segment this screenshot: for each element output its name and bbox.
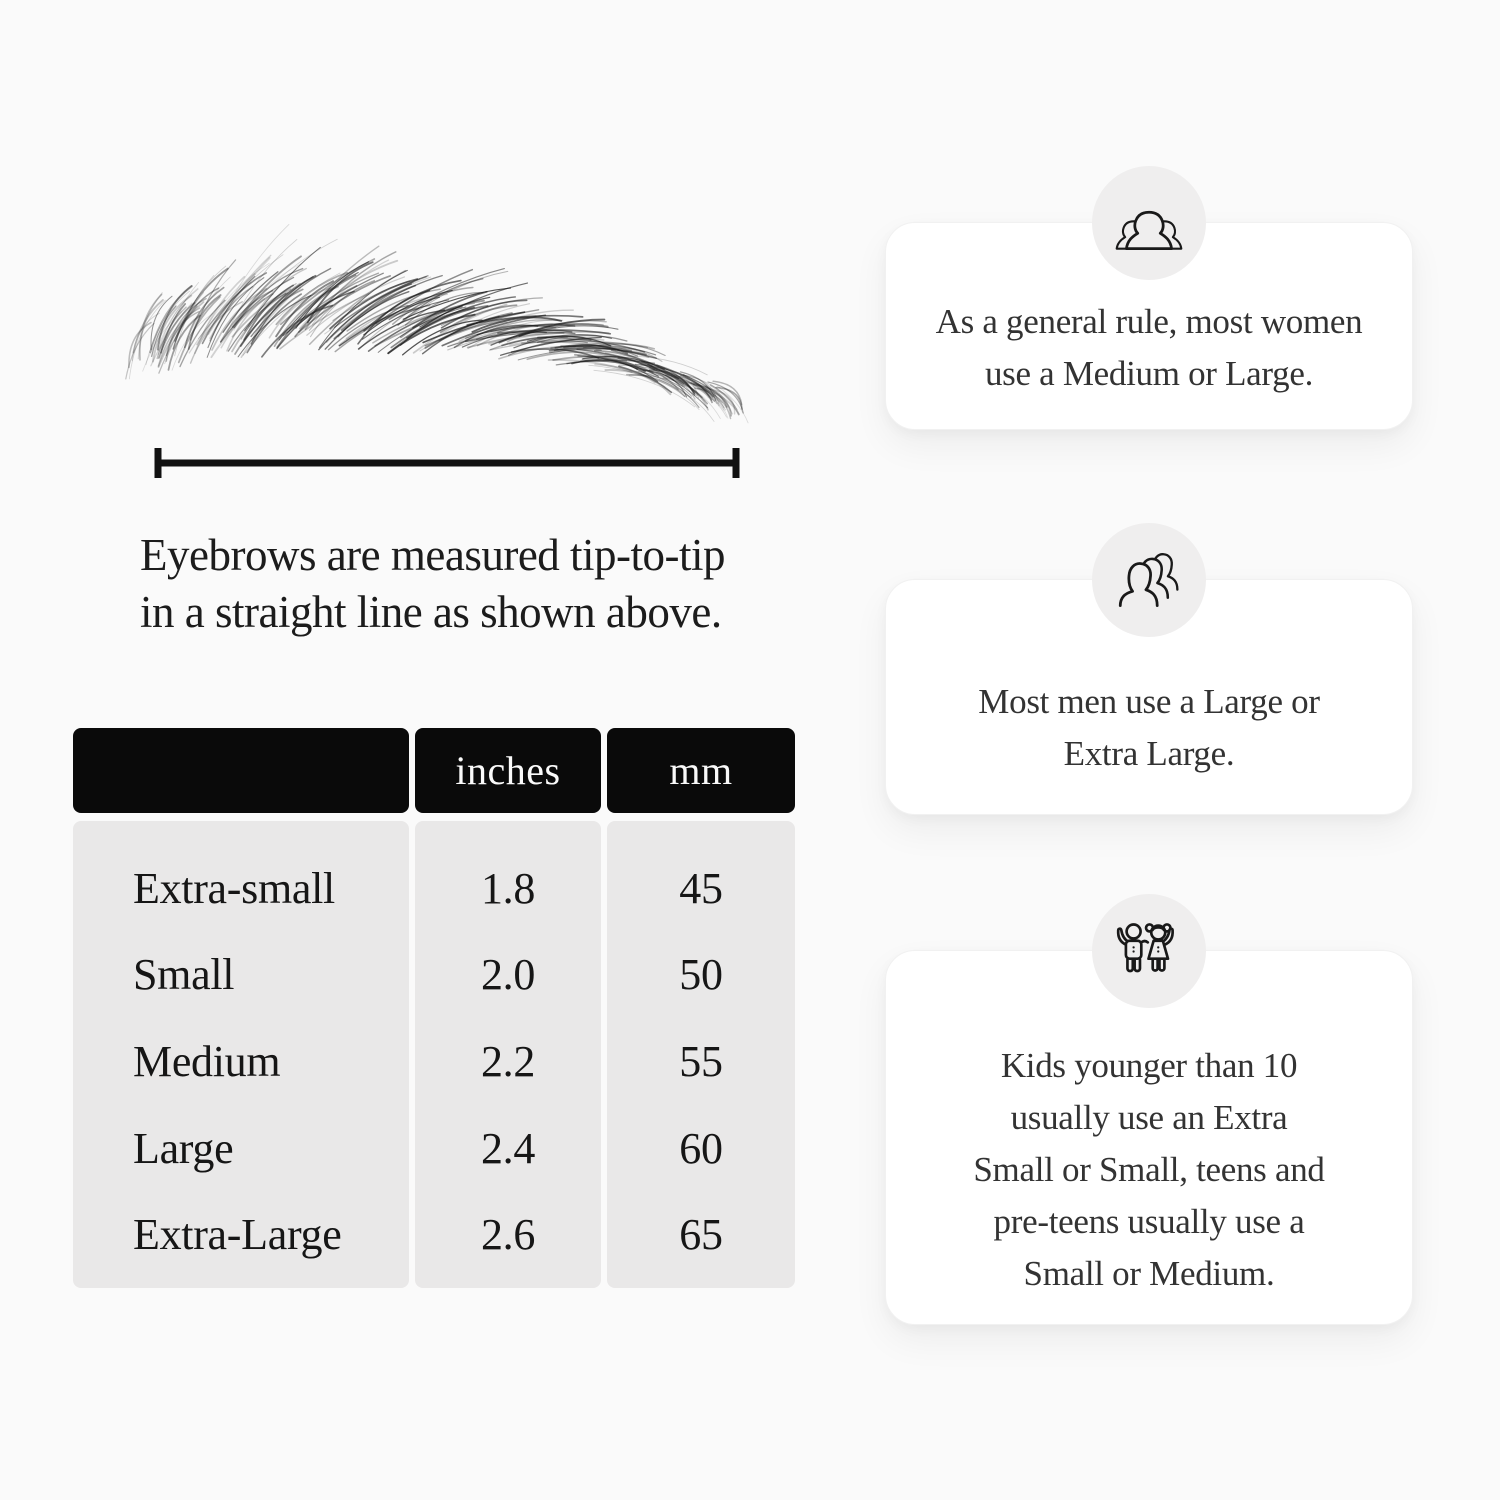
card-text-line: Small or Medium.	[1023, 1254, 1275, 1293]
size-value-mm: 50	[679, 950, 723, 1000]
women-group-icon	[1110, 193, 1188, 253]
size-row-label: Extra-Large	[133, 1210, 342, 1260]
card-text-line: Small or Small, teens and	[973, 1150, 1325, 1189]
caption-line-1: Eyebrows are measured tip-to-tip	[140, 530, 726, 580]
measurement-line	[151, 446, 743, 480]
card-text-line: pre-teens usually use a	[993, 1202, 1305, 1241]
size-value-mm: 55	[679, 1036, 723, 1086]
size-value-mm: 65	[679, 1210, 723, 1260]
icon-circle	[1092, 523, 1206, 637]
card-text-line: Most men use a Large or	[978, 682, 1320, 721]
size-row-label: Small	[133, 950, 235, 1000]
info-card-kids	[885, 950, 1413, 1325]
card-text-line: As a general rule, most women	[935, 302, 1363, 341]
info-card-men	[885, 579, 1413, 815]
size-value-inches: 2.4	[480, 1123, 536, 1173]
table-header-mm: mm	[607, 728, 795, 813]
table-column-mm	[607, 821, 795, 1288]
caption-line-2: in a straight line as shown above.	[140, 587, 722, 637]
measurement-caption	[140, 527, 780, 641]
icon-circle	[1092, 894, 1206, 1008]
children-icon	[1110, 919, 1188, 983]
card-text-line: use a Medium or Large.	[984, 354, 1314, 393]
size-row-label: Extra-small	[133, 863, 335, 913]
men-group-icon	[1110, 550, 1188, 610]
card-text-line: Extra Large.	[1063, 734, 1235, 773]
icon-circle	[1092, 166, 1206, 280]
table-header-size	[73, 728, 409, 813]
card-text-line: Kids younger than 10	[1000, 1046, 1298, 1085]
size-value-mm: 45	[679, 863, 723, 913]
size-value-inches: 1.8	[480, 863, 536, 913]
size-table	[73, 728, 795, 1288]
eyebrow-illustration	[118, 253, 750, 425]
size-value-inches: 2.0	[480, 950, 536, 1000]
size-value-inches: 2.6	[480, 1210, 536, 1260]
table-header-inches: inches	[415, 728, 601, 813]
card-text-line: usually use an Extra	[1010, 1098, 1288, 1137]
table-column-sizes	[73, 821, 409, 1288]
size-value-mm: 60	[679, 1123, 723, 1173]
info-card-women	[885, 222, 1413, 430]
size-row-label: Medium	[133, 1036, 281, 1086]
size-row-label: Large	[133, 1123, 234, 1173]
table-column-inches	[415, 821, 601, 1288]
size-value-inches: 2.2	[480, 1036, 536, 1086]
